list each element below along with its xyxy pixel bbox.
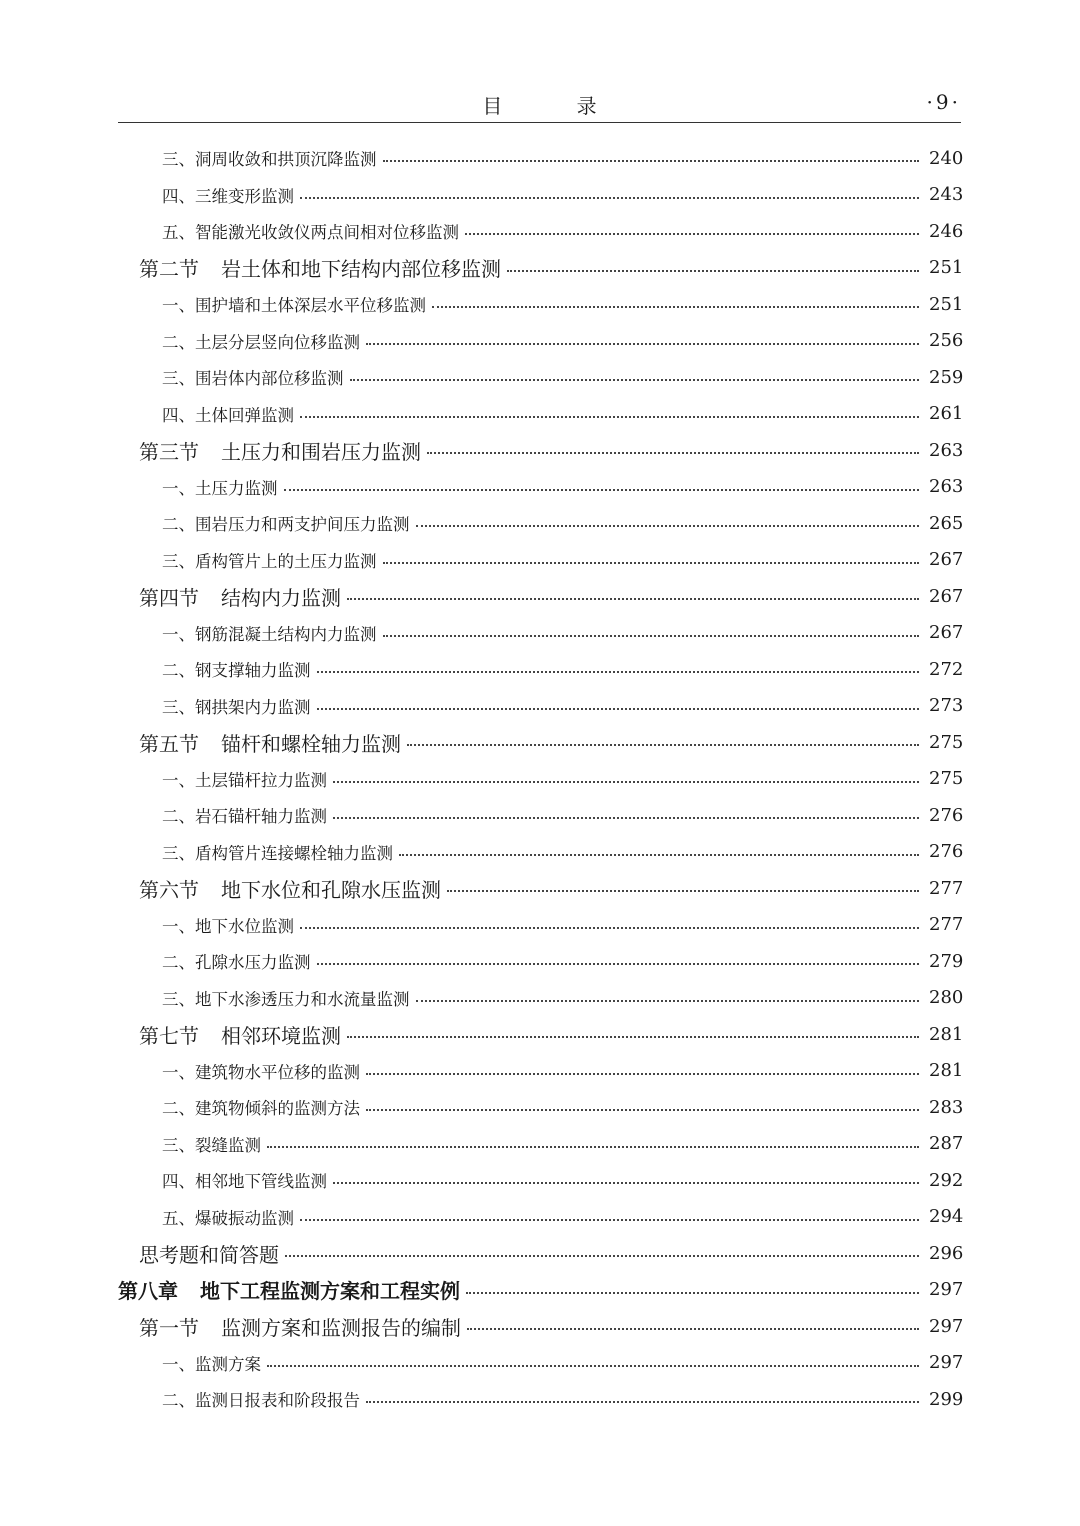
- dot-leader: [507, 270, 919, 272]
- toc-entry-label: [118, 1239, 283, 1268]
- toc-page-number: 276: [929, 841, 964, 863]
- dot-leader: [285, 1255, 919, 1257]
- toc-item-row[interactable]: [118, 469, 964, 506]
- toc-entry-title: 锚杆和螺栓轴力监测: [221, 731, 401, 756]
- toc-item-row[interactable]: [118, 761, 964, 798]
- toc-section-row[interactable]: [118, 432, 964, 469]
- dot-leader: [466, 1292, 919, 1294]
- toc-entry-title: 一、围护墙和土体深层水平位移监测: [162, 296, 426, 316]
- toc-item-row[interactable]: [118, 396, 964, 433]
- dot-leader: [317, 963, 920, 965]
- toc-item-row[interactable]: [118, 140, 964, 177]
- toc-item-row[interactable]: [118, 943, 964, 980]
- toc-entry-title: 三、盾构管片上的土压力监测: [162, 551, 377, 571]
- toc-entry-title: 三、裂缝监测: [162, 1135, 261, 1155]
- toc-item-row[interactable]: [118, 213, 964, 250]
- toc-entry-title: 四、三维变形监测: [162, 186, 294, 206]
- toc-item-row[interactable]: [118, 1126, 964, 1163]
- toc-page-number: 281: [929, 1060, 964, 1082]
- toc-page-number: 276: [929, 804, 964, 826]
- toc-entry-title: 相邻环境监测: [221, 1023, 341, 1048]
- toc-entry-label: [118, 183, 298, 207]
- toc-entry-title: 三、盾构管片连接螺栓轴力监测: [162, 843, 393, 863]
- toc-entry-label: [118, 767, 331, 791]
- toc-entry-label: [118, 949, 315, 973]
- toc-entry-label: [118, 292, 430, 316]
- toc-page-number: 275: [929, 768, 964, 790]
- toc-entry-label: [118, 548, 381, 572]
- dot-leader: [383, 160, 920, 162]
- toc-page-number: 267: [929, 549, 964, 571]
- toc-page-number: 267: [929, 585, 964, 607]
- toc-entry-title: 地下工程监测方案和工程实例: [200, 1279, 460, 1304]
- toc-page-number: 272: [929, 658, 964, 680]
- toc-item-row[interactable]: [118, 980, 964, 1017]
- toc-entry-label: [118, 621, 381, 645]
- toc-page-number: 297: [929, 1315, 964, 1337]
- toc-page-number: 299: [929, 1388, 964, 1410]
- toc-section-row[interactable]: [118, 578, 964, 615]
- toc-page-number: 280: [929, 987, 964, 1009]
- toc-entry-label: [118, 1312, 465, 1341]
- toc-entry-title: 思考题和简答题: [139, 1242, 279, 1267]
- dot-leader: [347, 1036, 919, 1038]
- dot-leader: [383, 635, 920, 637]
- header-title: 目 录: [482, 94, 631, 118]
- toc-section-row[interactable]: [118, 1016, 964, 1053]
- toc-item-row[interactable]: [118, 1345, 964, 1382]
- toc-section-row[interactable]: [118, 724, 964, 761]
- toc-entry-label: [118, 475, 282, 499]
- toc-page-number: 279: [929, 950, 964, 972]
- toc-page-number: 251: [929, 257, 964, 279]
- dot-leader: [333, 817, 919, 819]
- toc-page-number: 297: [929, 1352, 964, 1374]
- toc-page-number: 292: [929, 1169, 964, 1191]
- dot-leader: [399, 854, 919, 856]
- dot-leader: [267, 1146, 919, 1148]
- page-header: [118, 86, 961, 123]
- toc-entry-label: [118, 1020, 345, 1049]
- dot-leader: [300, 927, 919, 929]
- toc-page-number: 273: [929, 695, 964, 717]
- toc-entry-title: 五、爆破振动监测: [162, 1208, 294, 1228]
- toc-page-number: 261: [929, 403, 964, 425]
- toc-entry-title: 二、监测日报表和阶段报告: [162, 1391, 360, 1411]
- toc-item-row[interactable]: [118, 797, 964, 834]
- dot-leader: [267, 1365, 919, 1367]
- toc-entry-label: [118, 657, 315, 681]
- toc-entry-label: [118, 582, 345, 611]
- toc-entry-title: 二、钢支撑轴力监测: [162, 661, 311, 681]
- dot-leader: [350, 379, 920, 381]
- toc-entry-title: 二、岩石锚杆轴力监测: [162, 807, 327, 827]
- toc-page-number: 246: [929, 220, 964, 242]
- dot-leader: [300, 416, 919, 418]
- toc-entry-label: [118, 365, 348, 389]
- dot-leader: [366, 1109, 919, 1111]
- toc-chapter-row[interactable]: [118, 1272, 964, 1309]
- dot-leader: [407, 744, 919, 746]
- toc-item-row[interactable]: [118, 688, 964, 725]
- toc-entry-title: 一、监测方案: [162, 1354, 261, 1374]
- toc-entry-label: [118, 436, 425, 465]
- toc-item-row[interactable]: [118, 1089, 964, 1126]
- toc-entry-label: [118, 1059, 364, 1083]
- dot-leader: [317, 708, 920, 710]
- toc-page-number: 283: [929, 1096, 964, 1118]
- header-page-number: ·9·: [926, 90, 961, 114]
- dot-leader: [284, 489, 920, 491]
- toc-entry-title: 四、土体回弹监测: [162, 405, 294, 425]
- toc-entry-label: [118, 1275, 464, 1304]
- dot-leader: [366, 1073, 919, 1075]
- toc-entry-number: 第三节: [139, 439, 199, 464]
- toc-entry-label: [118, 146, 381, 170]
- toc-entry-title: 一、建筑物水平位移的监测: [162, 1062, 360, 1082]
- dot-leader: [447, 890, 919, 892]
- toc-entry-number: 第七节: [139, 1023, 199, 1048]
- toc-page-number: 281: [929, 1023, 964, 1045]
- toc-entry-number: 第八章: [118, 1279, 178, 1304]
- toc-entry-title: 三、地下水渗透压力和水流量监测: [162, 989, 410, 1009]
- toc-entry-title: 结构内力监测: [221, 585, 341, 610]
- dot-leader: [366, 1401, 919, 1403]
- toc-entry-label: [118, 1095, 364, 1119]
- toc-entry-title: 二、孔隙水压力监测: [162, 953, 311, 973]
- dot-leader: [432, 306, 919, 308]
- toc-entry-label: [118, 694, 315, 718]
- toc-page-number: 275: [929, 731, 964, 753]
- toc-item-row[interactable]: [118, 907, 964, 944]
- toc-entry-title: 二、建筑物倾斜的监测方法: [162, 1099, 360, 1119]
- toc-page-number: 263: [929, 439, 964, 461]
- toc-item-row[interactable]: [118, 323, 964, 360]
- toc-page-number: 277: [929, 914, 964, 936]
- dot-leader: [333, 1182, 919, 1184]
- toc-item-row[interactable]: [118, 834, 964, 871]
- dot-leader: [347, 598, 919, 600]
- toc-entry-title: 一、土层锚杆拉力监测: [162, 770, 327, 790]
- toc-entry-number: 第二节: [139, 257, 199, 282]
- toc-entry-title: 三、钢拱架内力监测: [162, 697, 311, 717]
- toc-entry-title: 一、土压力监测: [162, 478, 278, 498]
- toc-entry-title: 三、洞周收敛和拱顶沉降监测: [162, 150, 377, 170]
- toc-entry-label: [118, 329, 364, 353]
- dot-leader: [467, 1328, 919, 1330]
- toc-entry-label: [118, 986, 414, 1010]
- toc-item-row[interactable]: [118, 615, 964, 652]
- dot-leader: [465, 233, 919, 235]
- dot-leader: [427, 452, 919, 454]
- toc-item-row[interactable]: [118, 1381, 964, 1418]
- toc-section-row[interactable]: [118, 870, 964, 907]
- toc-entry-label: [118, 402, 298, 426]
- toc-extra-row[interactable]: [118, 1235, 964, 1272]
- toc-entry-label: [118, 874, 445, 903]
- dot-leader: [300, 1219, 919, 1221]
- toc-page-number: 265: [929, 512, 964, 534]
- toc-page-number: 297: [929, 1279, 964, 1301]
- toc-entry-label: [118, 913, 298, 937]
- toc-entry-number: 第一节: [139, 1315, 199, 1340]
- toc-item-row[interactable]: [118, 542, 964, 579]
- toc-entry-title: 一、地下水位监测: [162, 916, 294, 936]
- toc-item-row[interactable]: [118, 359, 964, 396]
- toc-entry-label: [118, 1387, 364, 1411]
- toc-item-row[interactable]: [118, 505, 964, 542]
- toc-item-row[interactable]: [118, 1199, 964, 1236]
- toc-entry-title: 一、钢筋混凝土结构内力监测: [162, 624, 377, 644]
- toc-page-number: 277: [929, 877, 964, 899]
- dot-leader: [317, 671, 920, 673]
- toc-entry-label: [118, 728, 405, 757]
- toc-entry-title: 二、围岩压力和两支护间压力监测: [162, 515, 410, 535]
- toc-entry-label: [118, 1351, 265, 1375]
- dot-leader: [383, 562, 920, 564]
- toc-item-row[interactable]: [118, 286, 964, 323]
- toc-entry-title: 土压力和围岩压力监测: [221, 439, 421, 464]
- toc-page-number: 243: [929, 184, 964, 206]
- toc-entry-label: [118, 1132, 265, 1156]
- toc-entry-label: [118, 1168, 331, 1192]
- toc-entry-title: 三、围岩体内部位移监测: [162, 369, 344, 389]
- toc-entry-label: [118, 511, 414, 535]
- toc-item-row[interactable]: [118, 1053, 964, 1090]
- toc-page-number: 267: [929, 622, 964, 644]
- dot-leader: [416, 1000, 920, 1002]
- toc-page-number: 251: [929, 293, 964, 315]
- toc-entry-label: [118, 803, 331, 827]
- table-of-contents: [118, 140, 964, 1418]
- toc-page-number: 287: [929, 1133, 964, 1155]
- toc-entry-label: [118, 253, 505, 282]
- toc-entry-title: 岩土体和地下结构内部位移监测: [221, 257, 501, 282]
- toc-entry-title: 二、土层分层竖向位移监测: [162, 332, 360, 352]
- toc-entry-title: 五、智能激光收敛仪两点间相对位移监测: [162, 223, 459, 243]
- toc-entry-label: [118, 219, 463, 243]
- toc-entry-title: 四、相邻地下管线监测: [162, 1172, 327, 1192]
- toc-entry-label: [118, 840, 397, 864]
- toc-page-number: 240: [929, 147, 964, 169]
- toc-entry-number: 第六节: [139, 877, 199, 902]
- toc-item-row[interactable]: [118, 177, 964, 214]
- dot-leader: [333, 781, 919, 783]
- toc-page-number: 259: [929, 366, 964, 388]
- toc-entry-title: 监测方案和监测报告的编制: [221, 1315, 461, 1340]
- dot-leader: [416, 525, 920, 527]
- toc-entry-title: 地下水位和孔隙水压监测: [221, 877, 441, 902]
- dot-leader: [300, 197, 919, 199]
- toc-page-number: 294: [929, 1206, 964, 1228]
- toc-page-number: 296: [929, 1242, 964, 1264]
- dot-leader: [366, 343, 919, 345]
- toc-entry-number: 第四节: [139, 585, 199, 610]
- toc-item-row[interactable]: [118, 1162, 964, 1199]
- toc-item-row[interactable]: [118, 651, 964, 688]
- toc-section-row[interactable]: [118, 1308, 964, 1345]
- toc-page-number: 256: [929, 330, 964, 352]
- toc-page-number: 263: [929, 476, 964, 498]
- toc-entry-number: 第五节: [139, 731, 199, 756]
- toc-entry-label: [118, 1205, 298, 1229]
- toc-section-row[interactable]: [118, 250, 964, 287]
